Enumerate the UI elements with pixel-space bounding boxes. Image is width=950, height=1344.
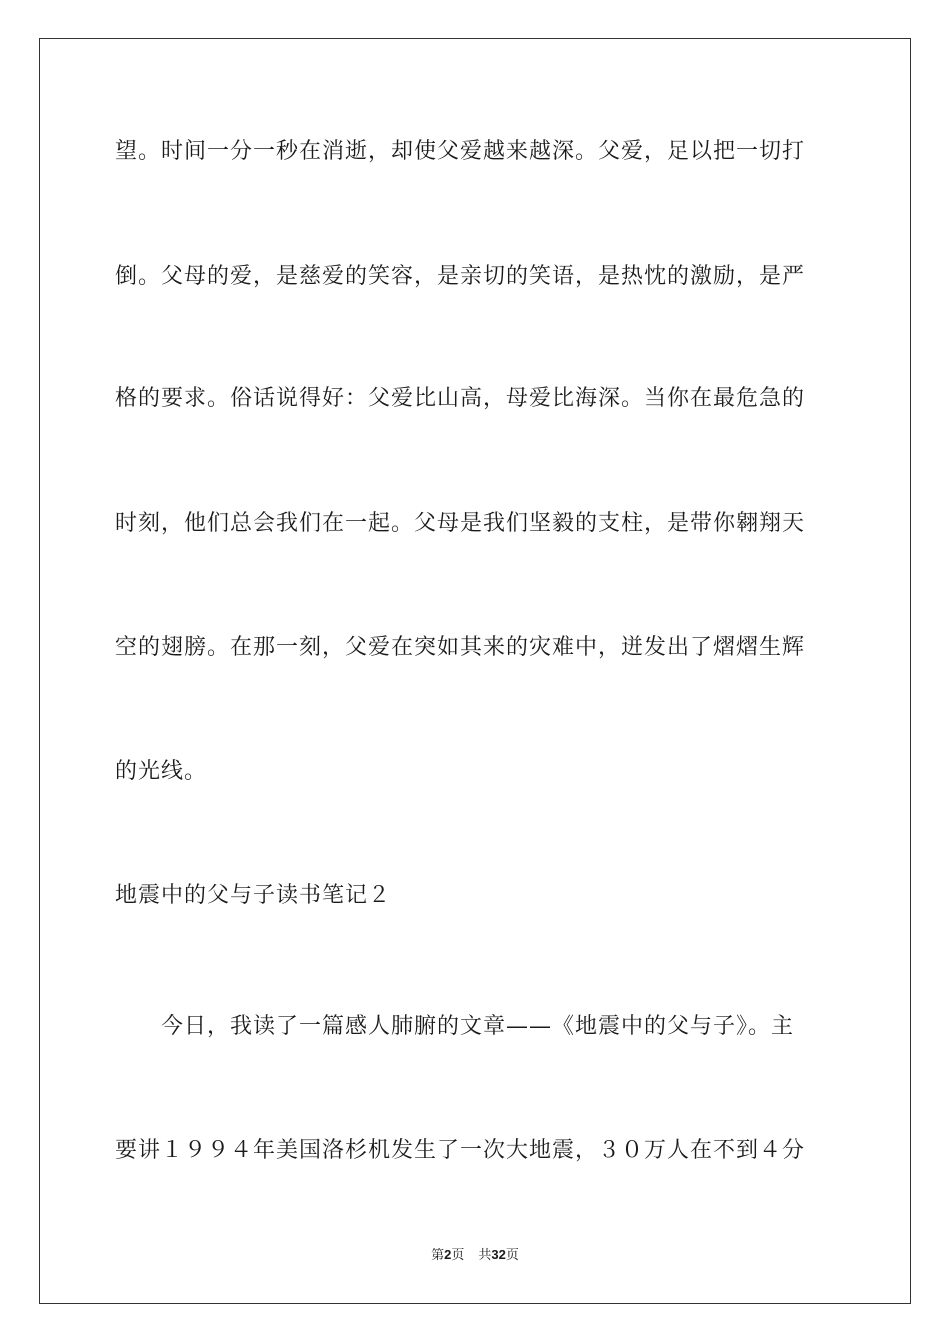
body-text-line: 格的要求。俗话说得好：父爱比山高，母爱比海深。当你在最危急的 xyxy=(115,386,806,411)
page-number-suffix: 页 xyxy=(451,1248,465,1263)
total-pages-prefix: 共 xyxy=(478,1248,492,1263)
page-footer xyxy=(0,1246,950,1265)
body-text-line: 倒。父母的爱，是慈爱的笑容，是亲切的笑语，是热忱的激励，是严 xyxy=(115,264,806,289)
page-border xyxy=(39,38,911,1304)
body-text-line: 望。时间一分一秒在消逝，却使父爱越来越深。父爱，足以把一切打 xyxy=(115,139,806,164)
current-page-number: 2 xyxy=(444,1247,452,1262)
section-heading: 地震中的父与子读书笔记２ xyxy=(115,883,392,908)
page-number-prefix: 第 xyxy=(431,1248,445,1263)
paragraph-line: 要讲１９９４年美国洛杉机发生了一次大地震，３０万人在不到４分 xyxy=(115,1138,806,1163)
body-text-line: 空的翅膀。在那一刻，父爱在突如其来的灾难中，迸发出了熠熠生辉 xyxy=(115,635,806,660)
total-pages-suffix: 页 xyxy=(505,1248,519,1263)
paragraph-first-line: 今日，我读了一篇感人肺腑的文章——《地震中的父与子》。主 xyxy=(161,1014,795,1039)
body-text-line: 的光线。 xyxy=(115,759,208,784)
body-text-line: 时刻，他们总会我们在一起。父母是我们坚毅的支柱，是带你翱翔天 xyxy=(115,511,806,536)
total-page-count: 32 xyxy=(491,1247,506,1262)
